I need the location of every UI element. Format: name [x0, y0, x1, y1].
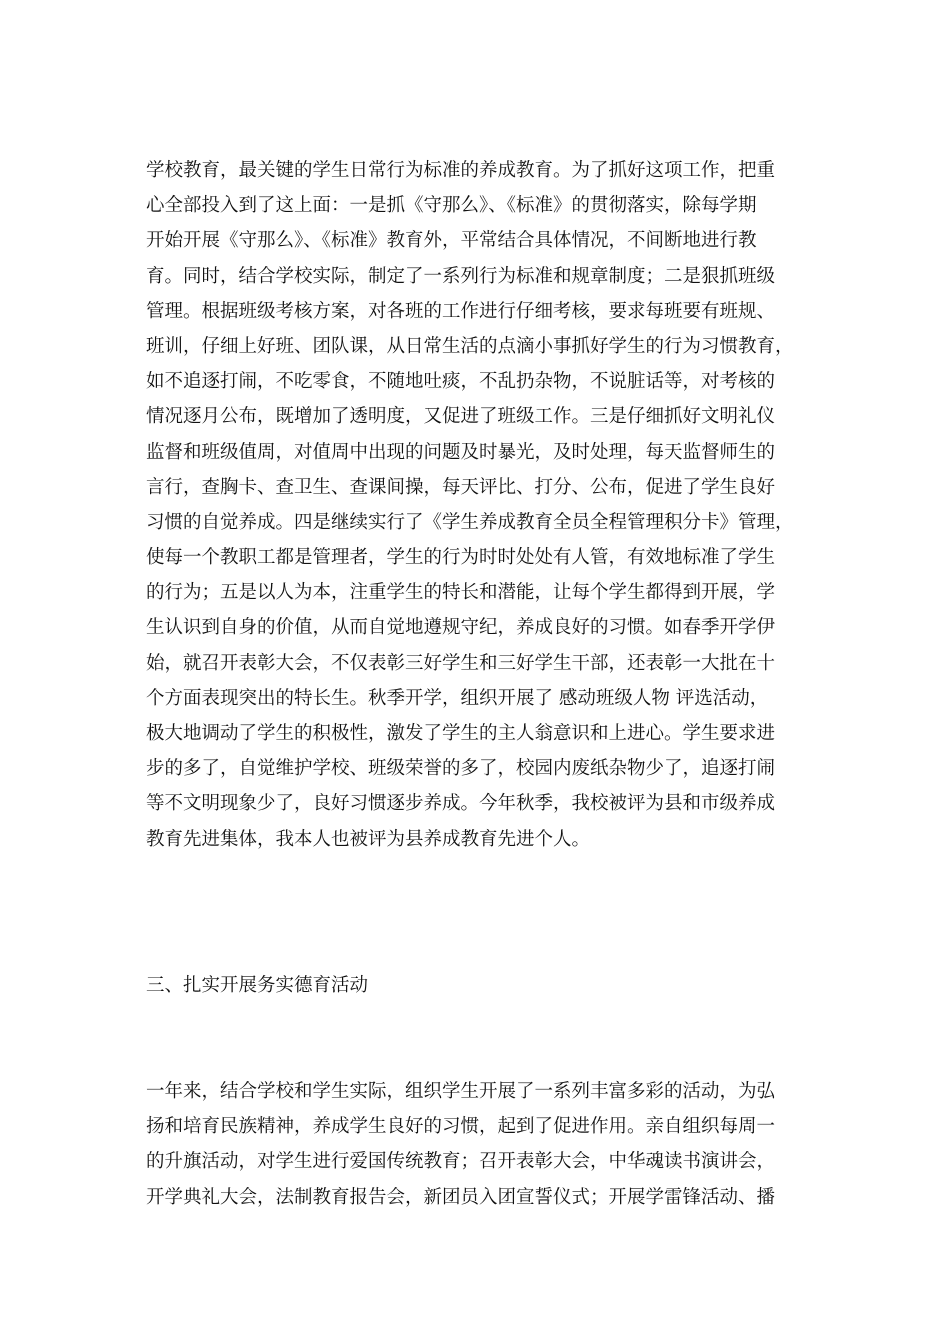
paragraph-line: 生认识到自身的价值，从而自觉地遵规守纪，养成良好的习惯。如春季开学伊	[146, 617, 776, 639]
section-heading	[146, 968, 806, 1003]
paragraph-line: 情况逐月公布，既增加了透明度，又促进了班级工作。三是仔细抓好文明礼仪	[146, 406, 776, 428]
paragraph-line: 心全部投入到了这上面：一是抓《守那么》、《标准》的贯彻落实，除每学期	[146, 195, 757, 217]
paragraph-line: 育。同时，结合学校实际，制定了一系列行为标准和规章制度；二是狠抓班级	[146, 265, 776, 287]
paragraph-line: 监督和班级值周，对值周中出现的问题及时暴光，及时处理，每天监督师生的	[146, 441, 776, 463]
paragraph-line: 扬和培育民族精神，养成学生良好的习惯，起到了促进作用。亲自组织每周一	[146, 1116, 776, 1138]
paragraph-line: 开始开展《守那么》、《标准》教育外，平常结合具体情况，不间断地进行教	[146, 230, 757, 252]
paragraph-habit-education	[146, 153, 806, 857]
paragraph-line: 如不追逐打闹，不吃零食，不随地吐痰，不乱扔杂物，不说脏话等，对考核的	[146, 371, 776, 393]
paragraph-line: 等不文明现象少了，良好习惯逐步养成。今年秋季，我校被评为县和市级养成	[146, 793, 776, 815]
paragraph-line: 开学典礼大会，法制教育报告会，新团员入团宣誓仪式；开展学雷锋活动、播	[146, 1186, 776, 1208]
paragraph-line: 个方面表现突出的特长生。秋季开学，组织开展了 感动班级人物 评选活动，	[146, 687, 769, 709]
paragraph-moral-activities	[146, 1074, 806, 1215]
paragraph-line: 班训，仔细上好班、团队课，从日常生活的点滴小事抓好学生的行为习惯教育，	[146, 335, 794, 357]
paragraph-line: 使每一个教职工都是管理者，学生的行为时时处处有人管，有效地标准了学生	[146, 547, 776, 569]
paragraph-line: 极大地调动了学生的积极性，激发了学生的主人翁意识和上进心。学生要求进	[146, 723, 776, 744]
paragraph-line: 始，就召开表彰大会，不仅表彰三好学生和三好学生干部，还表彰一大批在十	[146, 652, 776, 674]
paragraph-line: 学校教育，最关键的学生日常行为标准的养成教育。为了抓好这项工作，把重	[146, 160, 776, 181]
paragraph-line: 教育先进集体，我本人也被评为县养成教育先进个人。	[146, 828, 591, 850]
paragraph-line: 管理。根据班级考核方案，对各班的工作进行仔细考核，要求每班要有班规、	[146, 300, 776, 322]
paragraph-line: 的升旗活动，对学生进行爱国传统教育；召开表彰大会，中华魂读书演讲会，	[146, 1151, 776, 1173]
paragraph-line: 的行为；五是以人为本，注重学生的特长和潜能，让每个学生都得到开展，学	[146, 582, 776, 604]
section-heading-text: 三、扎实开展务实德育活动	[146, 975, 369, 996]
paragraph-line: 言行，查胸卡、查卫生、查课间操，每天评比、打分、公布，促进了学生良好	[146, 476, 776, 498]
paragraph-line: 步的多了，自觉维护学校、班级荣誉的多了，校园内废纸杂物少了，追逐打闹	[146, 758, 776, 780]
paragraph-line: 习惯的自觉养成。四是继续实行了《学生养成教育全员全程管理积分卡》管理，	[146, 511, 794, 533]
paragraph-line: 一年来，结合学校和学生实际，组织学生开展了一系列丰富多彩的活动，为弘	[146, 1081, 776, 1102]
